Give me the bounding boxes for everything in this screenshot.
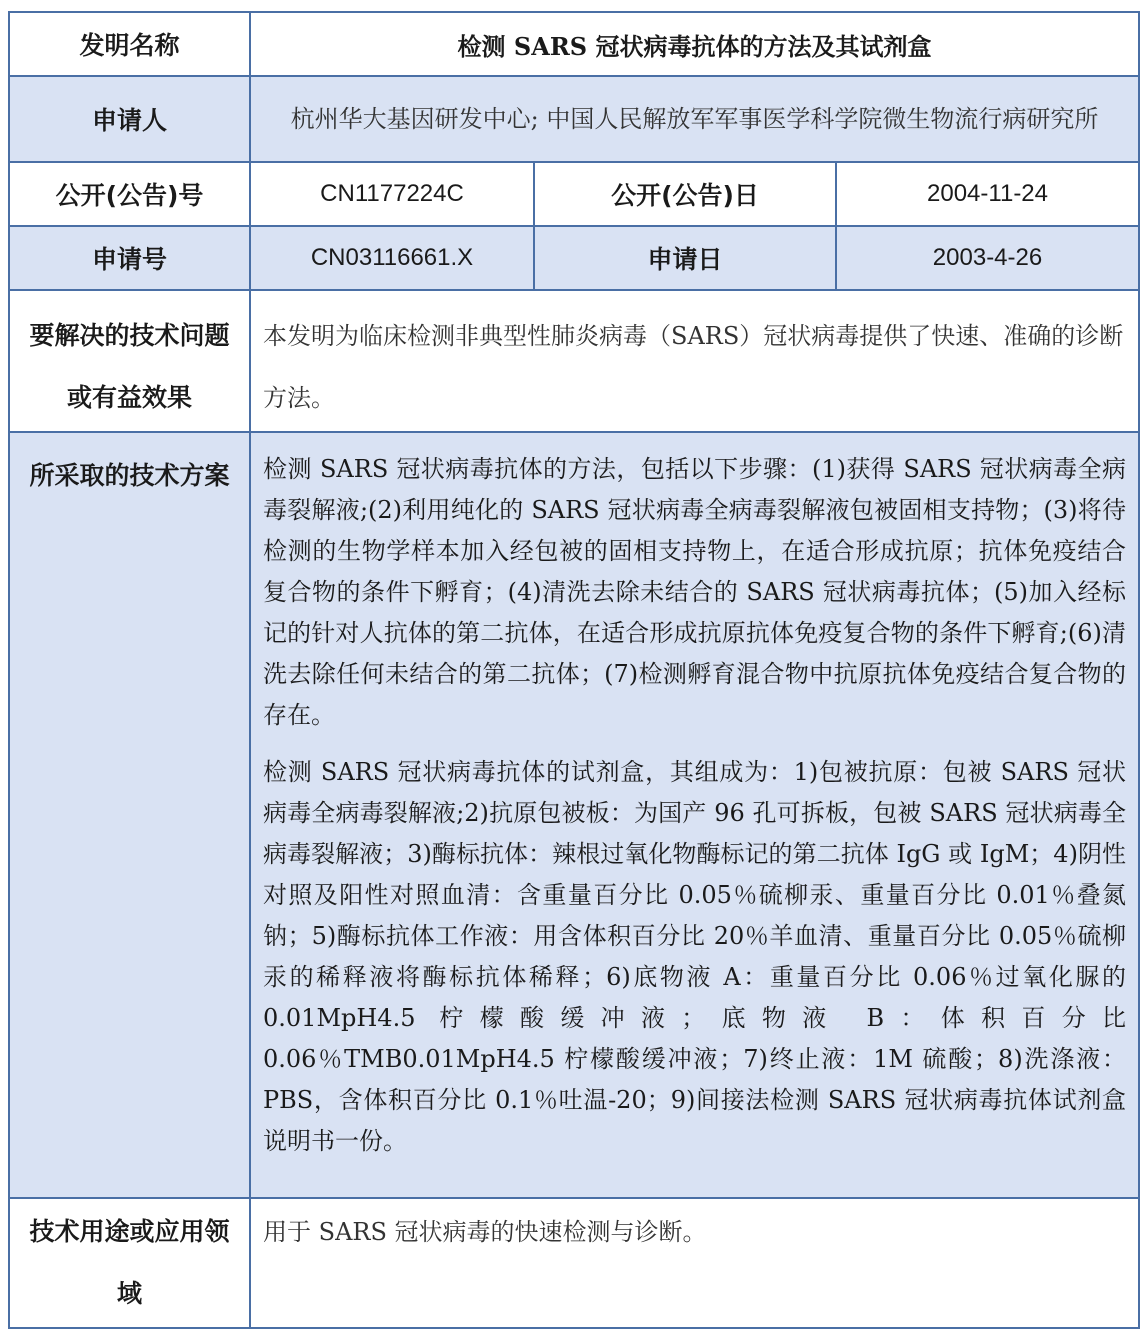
problem-value: 本发明为临床检测非典型性肺炎病毒（SARS）冠状病毒提供了快速、准确的诊断方法。 xyxy=(250,290,1139,432)
field-value: 用于 SARS 冠状病毒的快速检测与诊断。 xyxy=(250,1198,1139,1328)
publication-date-label: 公开(公告)日 xyxy=(534,162,836,226)
publication-number-label: 公开(公告)号 xyxy=(9,162,250,226)
solution-value xyxy=(250,432,1139,1198)
field-label: 技术用途或应用领域 xyxy=(9,1198,250,1328)
application-number-value: CN03116661.X xyxy=(250,226,534,290)
application-date-label: 申请日 xyxy=(534,226,836,290)
application-number-label: 申请号 xyxy=(9,226,250,290)
applicant-label: 申请人 xyxy=(9,76,250,162)
patent-info-table xyxy=(8,11,1140,1329)
invention-name-value: 检测 SARS 冠状病毒抗体的方法及其试剂盒 xyxy=(250,12,1139,76)
publication-number-value: CN1177224C xyxy=(250,162,534,226)
applicant-value: 杭州华大基因研发中心; 中国人民解放军军事医学科学院微生物流行病研究所 xyxy=(250,76,1139,162)
solution-paragraph-method: 检测 SARS 冠状病毒抗体的方法，包括以下步骤：(1)获得 SARS 冠状病毒全病毒裂解液;(2)利用纯化的 SARS 冠状病毒全病毒裂解液包被固相支持物；(3)将待检测的生物学样本加入经包被的固相支持物上，在适合形成抗原；抗体免疫结合复合物的条件下孵育；(4)清洗去除未结合的 SARS 冠状病毒抗体；(5)加入经标记的针对人抗体的第二抗体，在适合形成抗原抗体免疫复合物的条件下孵育;(6)清洗去除任何未结合的第二抗体；(7)检测孵育混合物中抗原抗体免疫结合复合物的存在。 xyxy=(263,455,1127,729)
publication-date-value: 2004-11-24 xyxy=(836,162,1139,226)
solution-label: 所采取的技术方案 xyxy=(9,432,250,1198)
solution-paragraph-kit: 检测 SARS 冠状病毒抗体的试剂盒，其组成为：1)包被抗原：包被 SARS 冠状病毒全病毒裂解液;2)抗原包被板：为国产 96 孔可拆板，包被 SARS 冠状病毒全病毒裂解液；3)酶标抗体：辣根过氧化物酶标记的第二抗体 IgG 或 IgM；4)阴性对照及阳性对照血清：含重量百分比 0.05％硫柳汞、重量百分比 0.01％叠氮钠；5)酶标抗体工作液：用含体积百分比 20％羊血清、重量百分比 0.05％硫柳汞的稀释液将酶标抗体稀释；6)底物液 A：重量百分比 0.06％过氧化脲的 0.01MpH4.5 柠檬酸缓冲液；底物液 B：体积百分比 0.06％TMB0.01MpH4.5 柠檬酸缓冲液；7)终止液：1M 硫酸；8)洗涤液：PBS，含体积百分比 0.1％吐温-20；9)间接法检测 SARS 冠状病毒抗体试剂盒说明书一份。 xyxy=(263,758,1127,1155)
problem-label: 要解决的技术问题或有益效果 xyxy=(9,290,250,432)
application-date-value: 2003-4-26 xyxy=(836,226,1139,290)
invention-name-label: 发明名称 xyxy=(9,12,250,76)
